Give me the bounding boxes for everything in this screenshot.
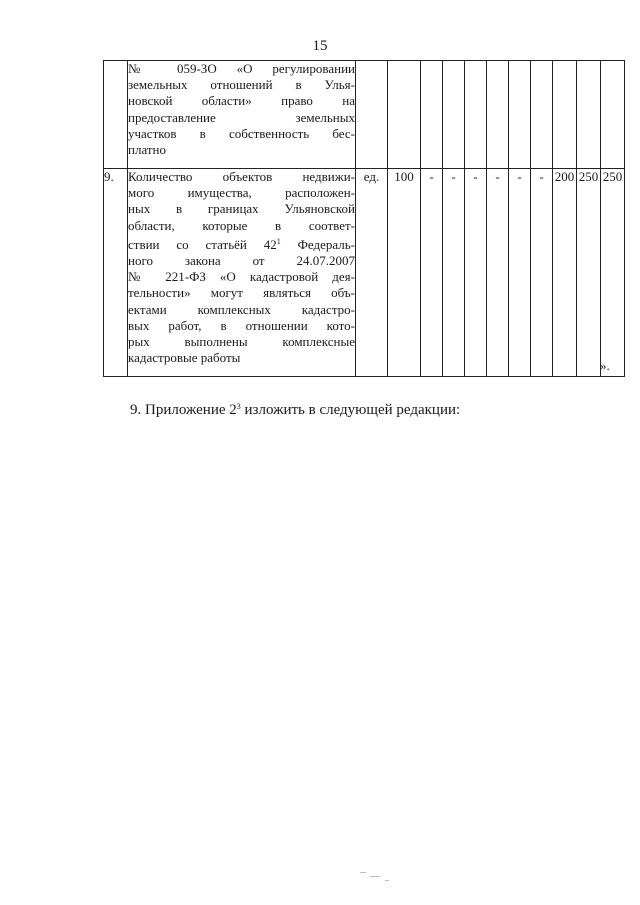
description-line: тельности» могут являться объ- — [128, 285, 355, 301]
description-line: № 059-ЗО «О регулировании — [128, 61, 355, 76]
description-line: участков в собственность бес- — [128, 125, 355, 141]
description-line: Количество объектов недвижи- — [128, 169, 355, 184]
description-line: мого имущества, расположен- — [128, 185, 355, 201]
value-cell — [388, 61, 421, 169]
description-line: предоставление земельных — [128, 109, 355, 125]
paragraph-superscript: 3 — [236, 402, 241, 411]
description-line: области, которые в соответ- — [128, 217, 355, 233]
value-cell: 250 — [577, 169, 601, 377]
description-line: ектами комплексных кадастро- — [128, 301, 355, 317]
value-cell: - — [531, 169, 553, 377]
value-cell — [531, 61, 553, 169]
value-cell — [443, 61, 465, 169]
value-cell: 200 — [553, 169, 577, 377]
value-cell — [421, 61, 443, 169]
value-cell: - — [421, 169, 443, 377]
value-cell: - — [509, 169, 531, 377]
unit-cell: ед. — [356, 169, 388, 377]
scan-speck — [360, 872, 366, 873]
value-cell — [465, 61, 487, 169]
description-line: рых выполнены комплексные — [128, 334, 355, 350]
description-line: вых работ, в отношении кото- — [128, 317, 355, 333]
description-line: земельных отношений в Улья- — [128, 77, 355, 93]
amendment-paragraph — [130, 402, 460, 419]
value-cell — [577, 61, 601, 169]
value-cell — [553, 61, 577, 169]
description-line — [128, 234, 355, 253]
row-number — [104, 61, 128, 169]
paragraph-text-end: изложить в следующей редакции: — [240, 402, 461, 418]
value-cell: - — [465, 169, 487, 377]
row-description — [128, 61, 356, 169]
scan-speck — [385, 880, 389, 881]
description-line: ного закона от 24.07.2007 — [128, 253, 355, 269]
row-description — [128, 169, 356, 377]
description-line: кадастровые работы — [128, 350, 241, 366]
description-fragment: Федераль- — [280, 236, 355, 252]
value-cell: - — [443, 169, 465, 377]
value-cell: 100 — [388, 169, 421, 377]
superscript: 1 — [276, 236, 281, 246]
value-cell — [487, 61, 509, 169]
description-fragment: ствии со статьёй 42 — [128, 236, 277, 252]
unit-cell — [356, 61, 388, 169]
description-line: новской области» право на — [128, 93, 355, 109]
table-row — [104, 169, 625, 377]
value-cell — [509, 61, 531, 169]
description-line: ных в границах Ульяновской — [128, 201, 355, 217]
description-line: платно — [128, 142, 167, 158]
description-line: № 221-ФЗ «О кадастровой дея- — [128, 269, 355, 285]
scan-speck — [370, 876, 380, 877]
value-cell: - — [487, 169, 509, 377]
row-number: 9. — [104, 169, 128, 377]
indicators-table — [103, 60, 625, 377]
closing-quote: ». — [600, 358, 610, 373]
paragraph-text: 9. Приложение 2 — [130, 402, 237, 418]
value-cell: 250 — [601, 169, 625, 377]
value-cell — [601, 61, 625, 169]
table-row — [104, 61, 625, 169]
page-number: 15 — [312, 38, 328, 54]
